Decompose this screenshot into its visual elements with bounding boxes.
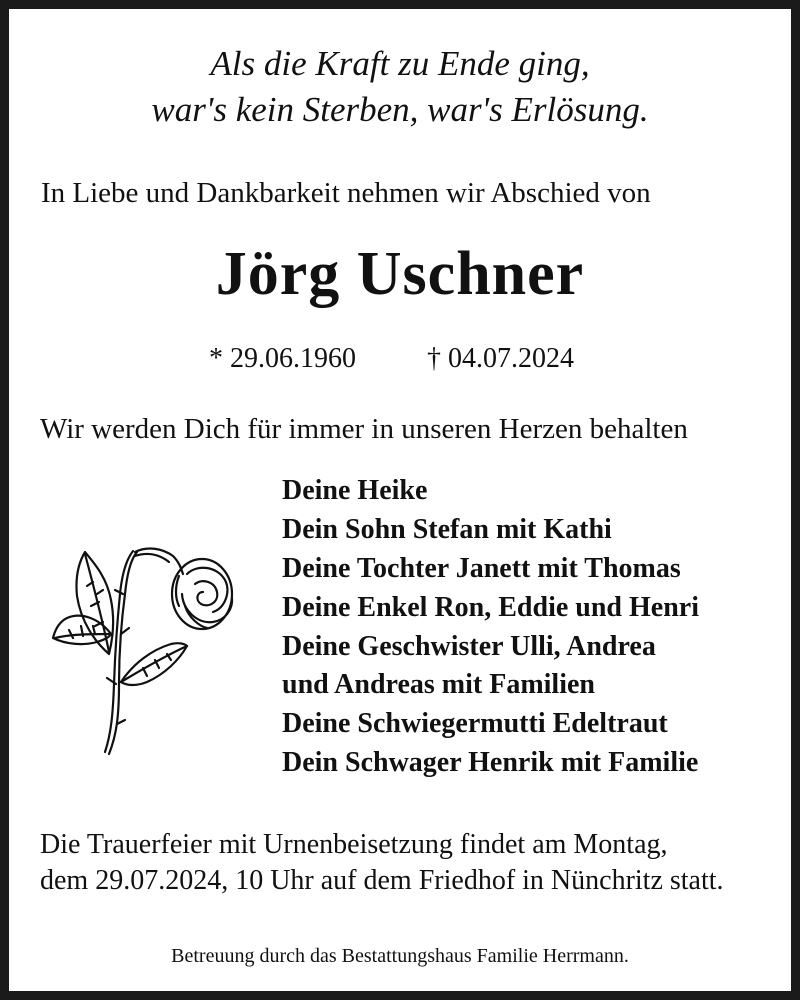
funeral-home-note: Betreuung durch das Bestattungshaus Familie Herrmann.: [171, 945, 629, 967]
mourner-line: Deine Enkel Ron, Eddie und Henri: [282, 592, 699, 623]
service-line-1: Die Trauerfeier mit Urnenbeisetzung findet am Montag,: [40, 829, 668, 860]
service-line-2: dem 29.07.2024, 10 Uhr auf dem Friedhof in Nünchritz statt.: [40, 865, 724, 896]
mourner-line: Dein Sohn Stefan mit Kathi: [282, 514, 612, 545]
mourner-line: Deine Tochter Janett mit Thomas: [282, 553, 681, 584]
memory-line: Wir werden Dich für immer in unseren Herzen behalten: [40, 413, 688, 445]
rose-icon: [47, 534, 242, 759]
quote-line-1: Als die Kraft zu Ende ging,: [210, 44, 590, 83]
mourner-line: Deine Geschwister Ulli, Andrea: [282, 631, 656, 662]
mourner-line: Deine Heike: [282, 475, 428, 506]
mourner-line: Dein Schwager Henrik mit Familie: [282, 747, 699, 778]
mourner-line: und Andreas mit Familien: [282, 669, 595, 700]
intro-text: In Liebe und Dankbarkeit nehmen wir Abschied von: [41, 177, 651, 209]
mourner-line: Deine Schwiegermutti Edeltraut: [282, 708, 668, 739]
birth-date: * 29.06.1960: [209, 343, 356, 374]
deceased-name: Jörg Uschner: [215, 240, 585, 308]
quote-line-2: war's kein Sterben, war's Erlösung.: [151, 90, 649, 129]
death-date: † 04.07.2024: [427, 343, 574, 374]
